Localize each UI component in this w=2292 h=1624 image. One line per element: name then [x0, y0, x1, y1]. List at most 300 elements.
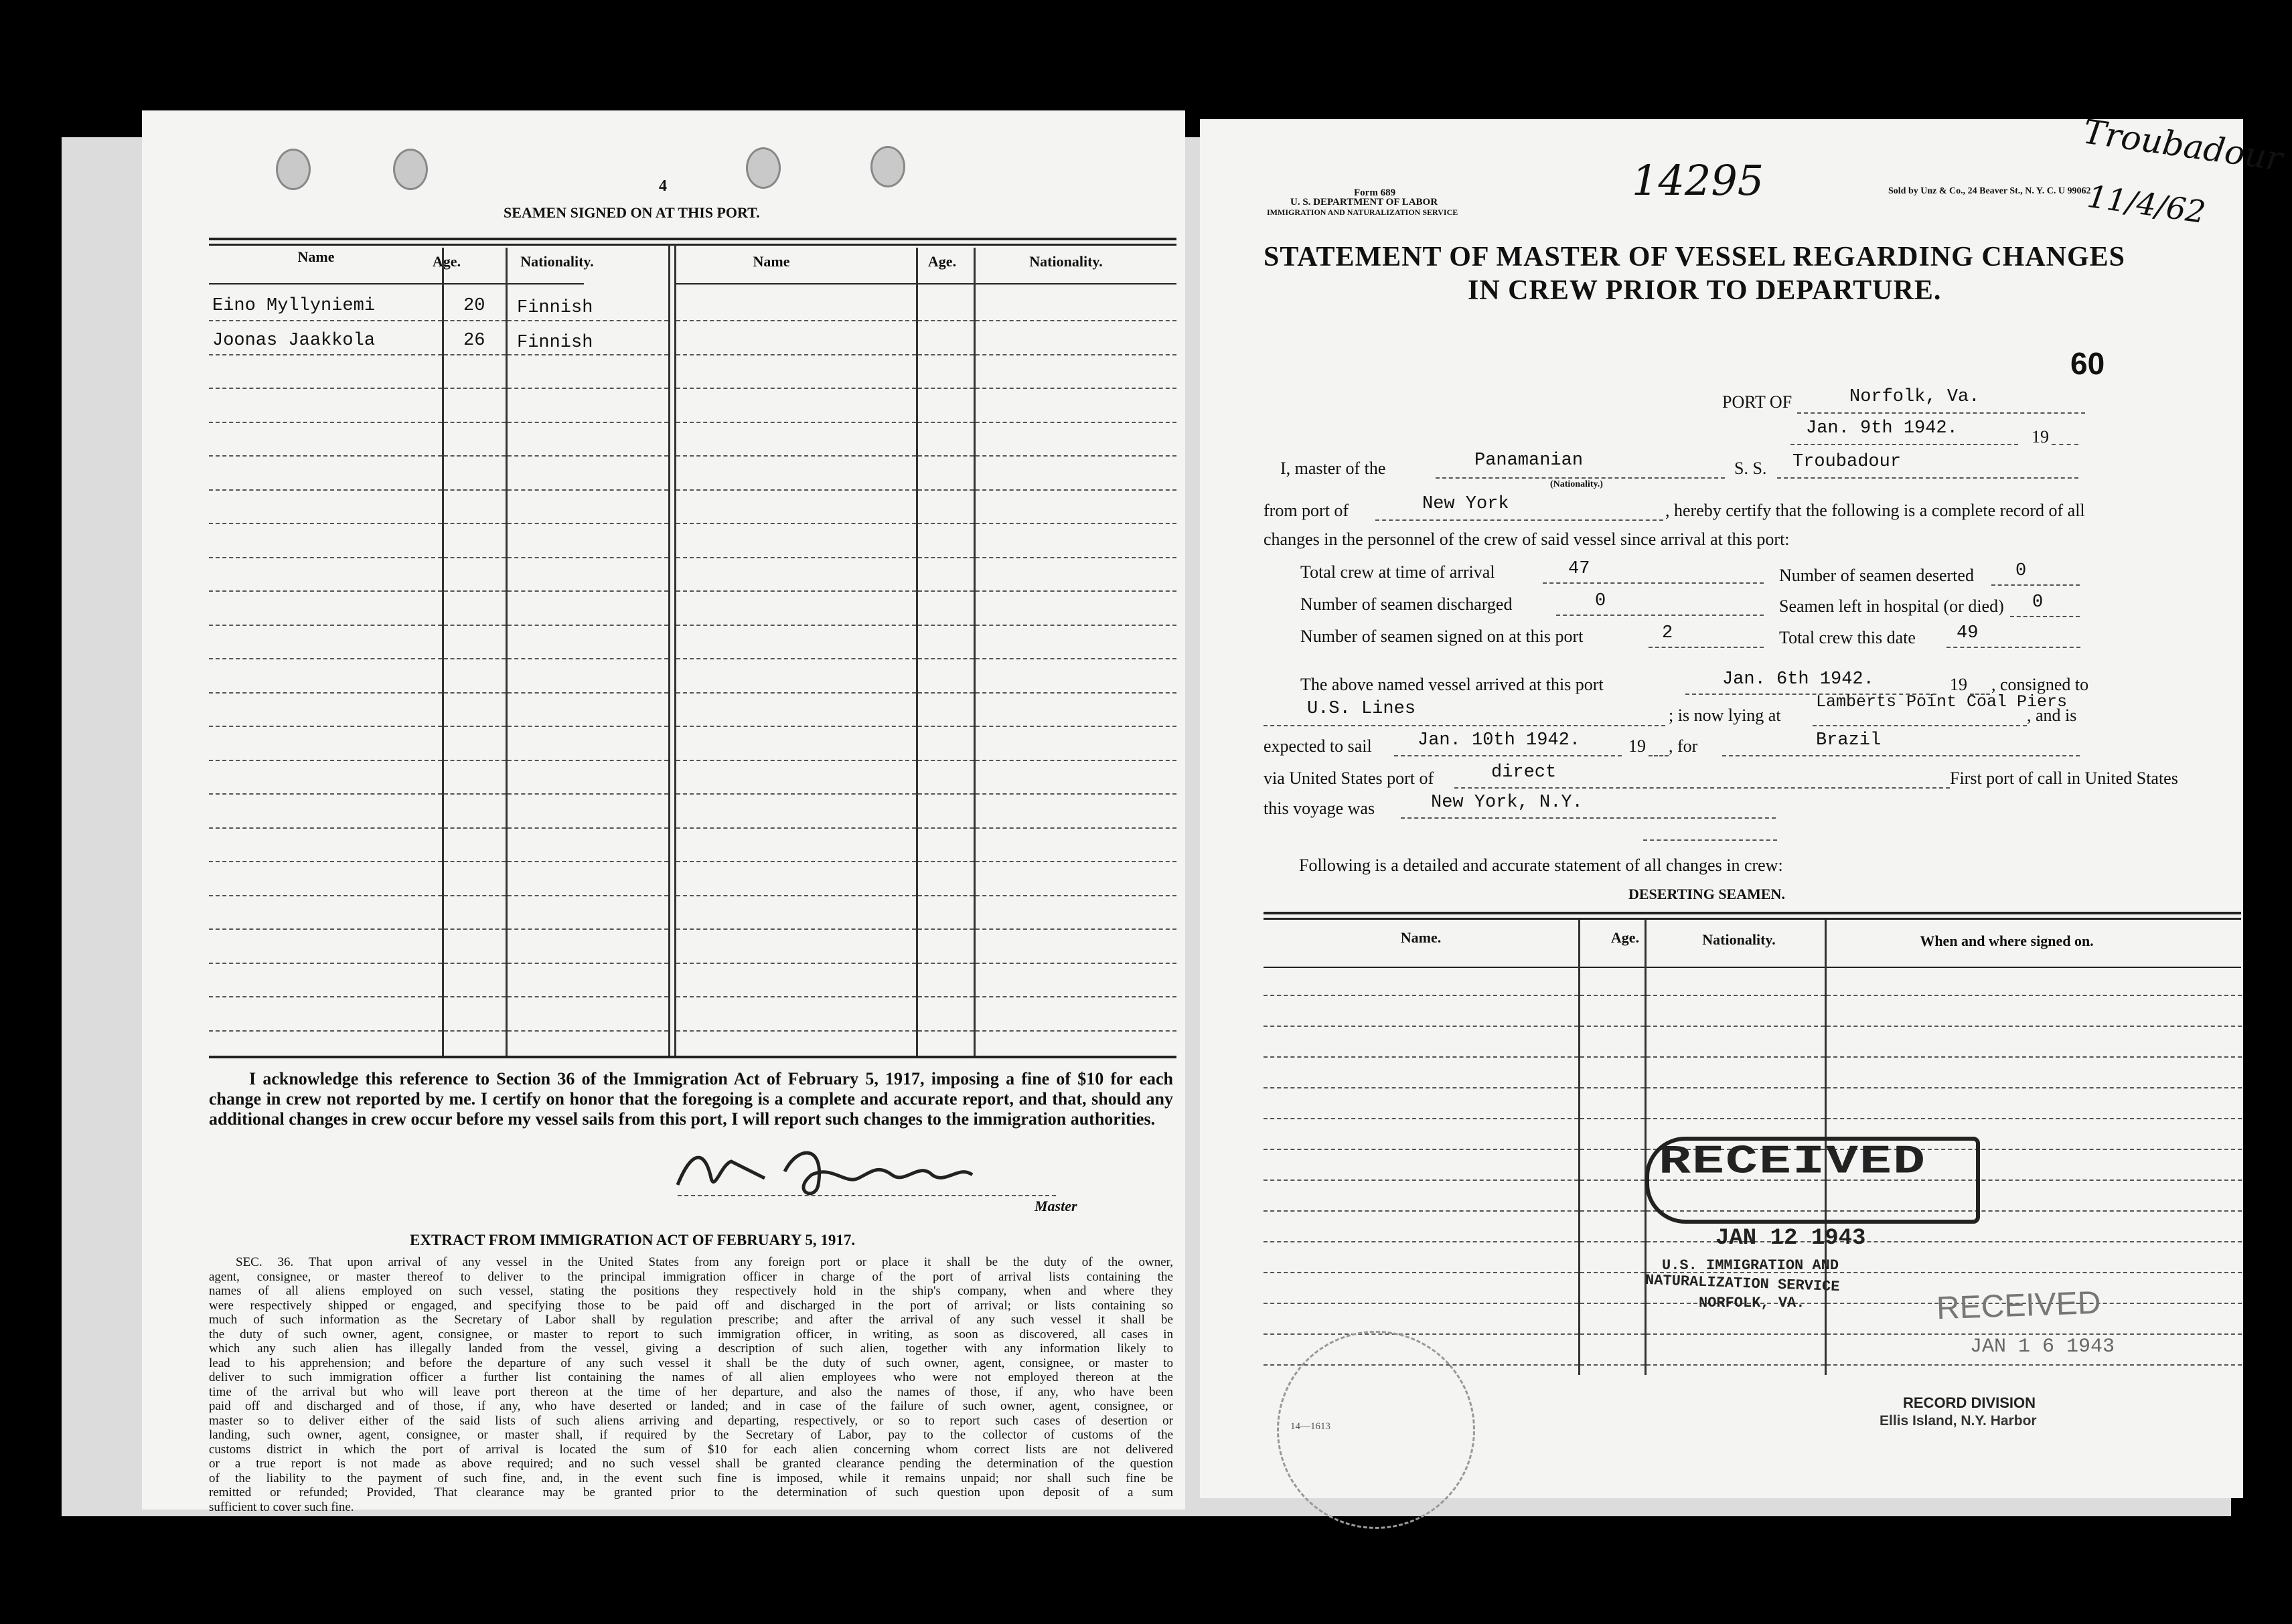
ss-label: S. S. — [1734, 459, 1767, 478]
deserting-row-rule — [1580, 1241, 1645, 1242]
row-rule — [918, 895, 974, 896]
deserting-row-rule — [1580, 1333, 1645, 1335]
extract-heading: EXTRACT FROM IMMIGRATION ACT OF FEBRUARY 5, 1917. — [410, 1232, 856, 1248]
nationality-line — [1436, 477, 1725, 479]
row-rule — [508, 963, 668, 964]
row-rule — [444, 658, 506, 659]
deserting-row-rule — [1827, 1364, 2242, 1366]
row-rule — [918, 827, 974, 829]
row-rule — [976, 827, 1176, 829]
and-is-label: , and is — [2027, 706, 2077, 725]
deserting-row-rule — [1264, 1149, 1578, 1150]
row-rule — [209, 320, 442, 321]
deserting-row-rule — [1580, 1272, 1645, 1273]
via-label: via United States port of — [1264, 768, 1434, 788]
row-rule — [676, 692, 916, 694]
row-rule — [209, 625, 442, 626]
deserting-row-rule — [1264, 995, 1578, 996]
from-port-line — [1375, 519, 1663, 521]
row-rule — [676, 625, 916, 626]
handwritten-date: 11/4/62 — [2085, 177, 2208, 231]
row-rule — [444, 590, 506, 592]
left-page — [142, 110, 1185, 1514]
row-rule — [976, 928, 1176, 930]
row-rule — [508, 692, 668, 694]
deserting-row-rule — [1647, 995, 1825, 996]
row-rule — [676, 523, 916, 524]
row-rule — [676, 726, 916, 727]
row-rule — [444, 760, 506, 761]
deserting-col-nationality: Nationality. — [1702, 931, 1776, 948]
table-top-rule — [209, 238, 1176, 240]
row-rule — [209, 928, 442, 930]
row-rule — [918, 422, 974, 423]
row-rule — [444, 320, 506, 321]
row-rule — [508, 658, 668, 659]
first-port-label: First port of call in United States — [1950, 768, 2178, 788]
row-rule — [444, 489, 506, 491]
row-rule — [976, 861, 1176, 862]
row-rule — [976, 726, 1176, 727]
row-rule — [508, 726, 668, 727]
extract-line: deliver to such immigration officer a further list containing the names of all alien employees who were not employed thereon at the — [209, 1370, 1173, 1384]
deserting-row-rule — [1827, 1241, 2242, 1242]
row-rule — [444, 827, 506, 829]
row-rule — [676, 388, 916, 389]
row-rule — [976, 489, 1176, 491]
crew-age: 26 — [463, 331, 485, 351]
row-rule — [976, 895, 1176, 896]
column-header-nationality-2: Nationality. — [1029, 253, 1103, 270]
total-arrival-label: Total crew at time of arrival — [1300, 562, 1495, 582]
total-arrival-line — [1543, 582, 1764, 584]
extract-line: agent, consignee, or master thereof to deliver to the principal immigration officer in charge of the port of arrival lists containing the — [209, 1269, 1173, 1284]
row-rule — [918, 388, 974, 389]
deserting-row-rule — [1580, 1026, 1645, 1027]
row-rule — [918, 963, 974, 964]
row-rule — [209, 760, 442, 761]
nationality-caption: (Nationality.) — [1550, 479, 1603, 489]
deserting-row-rule — [1827, 1333, 2242, 1335]
row-rule — [676, 760, 916, 761]
row-rule — [676, 1030, 916, 1032]
row-rule — [918, 658, 974, 659]
header-rule — [674, 283, 1176, 285]
handwritten-number: 14295 — [1632, 156, 1764, 205]
extract-line: which any such alien has illegally landed from the vessel, giving a description of such alien, together with any information likely to — [209, 1342, 1173, 1356]
handwritten-ship-name: Troubadour — [2080, 112, 2285, 179]
certify-text: , hereby certify that the following is a complete record of all — [1665, 501, 2085, 520]
consigned-label: , consigned to — [1991, 675, 2089, 694]
row-rule — [209, 793, 442, 795]
row-rule — [444, 963, 506, 964]
row-rule — [209, 489, 442, 491]
row-rule — [676, 793, 916, 795]
row-rule — [209, 963, 442, 964]
row-rule — [676, 320, 916, 321]
row-rule — [209, 861, 442, 862]
stamp-received-word: RECEIVED — [1659, 1139, 1927, 1186]
row-rule — [676, 590, 916, 592]
deserting-row-rule — [1580, 1180, 1645, 1181]
row-rule — [508, 320, 668, 321]
row-rule — [676, 354, 916, 355]
extract-line: or a true report is not made as above required; and no such vessel shall be granted clearance pending the determination of the question — [209, 1457, 1173, 1471]
extract-line: remitted or refunded; Provided, That clearance may be granted prior to the determination of such question upon deposit of a sum — [209, 1485, 1173, 1499]
deserting-col-name: Name. — [1400, 929, 1442, 946]
deserting-top-rule — [1264, 918, 2241, 920]
extract-line: were respectively shipped or engaged, and specifying those to be paid off and discharged in the port of arrival; or lists containing so — [209, 1298, 1173, 1313]
deserted-label: Number of seamen deserted — [1779, 566, 1974, 585]
stamp-code: 14—1613 — [1290, 1421, 1330, 1432]
hospital-line — [2010, 616, 2080, 617]
ship-line — [1777, 477, 2078, 479]
expected-line — [1394, 755, 1622, 756]
column-divider — [916, 248, 918, 1058]
voyage-line — [1401, 817, 1776, 819]
row-rule — [508, 455, 668, 457]
punch-hole — [870, 146, 905, 187]
column-header-name-2: Name — [753, 253, 790, 270]
row-rule — [976, 1030, 1176, 1032]
consignee-value: U.S. Lines — [1307, 699, 1416, 719]
master-label: Master — [1035, 1198, 1077, 1214]
deserting-row-rule — [1580, 995, 1645, 996]
voyage-line-2 — [1643, 839, 1777, 841]
year-suffix: 19 — [2032, 427, 2049, 446]
row-rule — [444, 422, 506, 423]
acknowledgement-text: I acknowledge this reference to Section 36 of the Immigration Act of February 5, 1917, imposing a fine of $10 for each change in crew not reported by me. I certify on honor that the foregoing is a complete and accurate report, and that, should any additional changes in crew occur before my vessel sails from this port, I will report such changes to the immigration authorities. — [209, 1069, 1173, 1129]
row-rule — [918, 625, 974, 626]
row-rule — [508, 827, 668, 829]
column-divider — [674, 244, 676, 1058]
column-divider — [442, 248, 444, 1058]
total-arrival-value: 47 — [1568, 559, 1590, 579]
row-rule — [976, 455, 1176, 457]
row-rule — [209, 523, 442, 524]
table-bottom-rule — [209, 1056, 1176, 1058]
port-label: PORT OF — [1722, 392, 1792, 412]
discharged-value: 0 — [1595, 591, 1606, 611]
extract-line: lead to his apprehension; and before the departure of any such vessel it shall be the duty of such owner, agent, consignee, or master to — [209, 1356, 1173, 1370]
row-rule — [676, 963, 916, 964]
deserting-row-rule — [1827, 1056, 2242, 1058]
extract-line: the duty of such owner, agent, consignee, or master to report to such immigration officer, in writing, as soon as discovered, all cases in — [209, 1327, 1173, 1342]
row-rule — [209, 895, 442, 896]
row-rule — [918, 760, 974, 761]
date-value: Jan. 9th 1942. — [1806, 418, 1958, 438]
stamp2-ellis-island: Ellis Island, N.Y. Harbor — [1880, 1413, 2037, 1429]
stamp-line: U.S. IMMIGRATION AND — [1662, 1257, 1839, 1274]
row-rule — [508, 354, 668, 355]
row-rule — [508, 1030, 668, 1032]
deserting-row-rule — [1647, 1333, 1825, 1335]
row-rule — [976, 388, 1176, 389]
consignee-line — [1264, 725, 1665, 726]
seller-label: Sold by Unz & Co., 24 Beaver St., N. Y. C. U 99062 — [1888, 186, 2091, 196]
deserting-heading: DESERTING SEAMEN. — [1628, 886, 1785, 902]
deserting-row-rule — [1264, 1056, 1578, 1058]
stamp-line: NORFOLK, VA. — [1699, 1295, 1805, 1311]
stamp2-date: JAN 1 6 1943 — [1970, 1335, 2115, 1358]
row-rule — [976, 658, 1176, 659]
deserting-row-rule — [1647, 1056, 1825, 1058]
deserting-row-rule — [1264, 1026, 1578, 1027]
deserting-col-age: Age. — [1610, 929, 1640, 946]
deserted-value: 0 — [2015, 561, 2027, 581]
deserting-top-rule — [1264, 912, 2241, 914]
row-rule — [209, 455, 442, 457]
row-rule — [676, 895, 916, 896]
row-rule — [508, 489, 668, 491]
row-rule — [209, 590, 442, 592]
row-rule — [444, 726, 506, 727]
row-rule — [209, 557, 442, 558]
date-line — [1790, 444, 2018, 445]
page-number: 4 — [659, 177, 667, 195]
arrived-value: Jan. 6th 1942. — [1722, 669, 1874, 689]
from-port-label: from port of — [1264, 501, 1349, 520]
extract-line: of the liability to the payment of such fine, and, in the event such fine is imposed, while it remains unpaid; nor shall such fine be — [209, 1471, 1173, 1485]
row-rule — [676, 996, 916, 997]
deserting-row-rule — [1827, 1087, 2242, 1088]
deserting-row-rule — [1580, 1149, 1645, 1150]
deserting-row-rule — [1647, 1026, 1825, 1027]
deserting-row-rule — [1647, 1118, 1825, 1119]
row-rule — [444, 523, 506, 524]
row-rule — [976, 963, 1176, 964]
punch-hole — [276, 149, 311, 190]
extract-line: time of the arrival but who will leave port thereon at the time of her departure, and also the names of those, if any, who have been — [209, 1384, 1173, 1399]
row-rule — [918, 455, 974, 457]
row-rule — [444, 354, 506, 355]
row-rule — [444, 455, 506, 457]
row-rule — [976, 996, 1176, 997]
punch-hole — [746, 147, 781, 189]
deserting-row-rule — [1647, 1364, 1825, 1366]
row-rule — [976, 793, 1176, 795]
column-divider — [974, 248, 976, 1058]
deserting-row-rule — [1264, 1118, 1578, 1119]
year-suffix-arrived: 19 — [1950, 675, 1967, 694]
row-rule — [918, 861, 974, 862]
voyage-label: this voyage was — [1264, 799, 1375, 818]
year-line — [2052, 444, 2078, 445]
row-rule — [444, 895, 506, 896]
nationality-value: Panamanian — [1474, 451, 1584, 471]
sheet-number: 60 — [2070, 346, 2105, 381]
row-rule — [976, 320, 1176, 321]
expected-value: Jan. 10th 1942. — [1418, 730, 1581, 750]
stamp-date: JAN 12 1943 — [1715, 1226, 1866, 1251]
expected-label: expected to sail — [1264, 736, 1372, 756]
form-title-line2: IN CREW PRIOR TO DEPARTURE. — [1468, 275, 1942, 306]
form-title-line1: STATEMENT OF MASTER OF VESSEL REGARDING CHANGES — [1264, 242, 2126, 272]
voyage-value: New York, N.Y. — [1431, 793, 1583, 813]
row-rule — [976, 422, 1176, 423]
deserting-row-rule — [1580, 1210, 1645, 1212]
column-header-age: Age. — [432, 253, 461, 270]
deserting-row-rule — [1580, 1087, 1645, 1088]
signed-label: Number of seamen signed on at this port — [1300, 627, 1584, 646]
row-rule — [209, 1030, 442, 1032]
deserting-row-rule — [1827, 1272, 2242, 1273]
ship-value: Troubadour — [1792, 452, 1902, 472]
row-rule — [918, 557, 974, 558]
year-suffix-expected: 19 — [1628, 736, 1646, 756]
deserting-row-rule — [1827, 1026, 2242, 1027]
row-rule — [976, 354, 1176, 355]
row-rule — [508, 422, 668, 423]
following-text: Following is a detailed and accurate statement of all changes in crew: — [1299, 856, 1783, 875]
row-rule — [508, 928, 668, 930]
row-rule — [976, 625, 1176, 626]
via-line — [1454, 787, 1950, 789]
extract-text — [209, 1255, 1173, 1514]
stamp2-received-word: RECEIVED — [1936, 1285, 2102, 1327]
port-line — [1797, 412, 2085, 414]
deserting-row-rule — [1264, 1333, 1578, 1335]
row-rule — [976, 557, 1176, 558]
extract-line: master so to deliver either of the said lists of such aliens arriving and departing, respectively, or so to report such cases of desertion or — [209, 1413, 1173, 1428]
row-rule — [508, 625, 668, 626]
via-value: direct — [1491, 762, 1557, 783]
deserting-row-rule — [1264, 1303, 1578, 1304]
row-rule — [676, 928, 916, 930]
row-rule — [444, 861, 506, 862]
row-rule — [918, 489, 974, 491]
signature-line — [678, 1195, 1056, 1196]
crew-nationality: Finnish — [517, 298, 593, 318]
deserting-row-rule — [1580, 1303, 1645, 1304]
arrived-label: The above named vessel arrived at this port — [1300, 675, 1604, 694]
row-rule — [508, 793, 668, 795]
hospital-value: 0 — [2032, 592, 2044, 613]
lying-label: ; is now lying at — [1669, 706, 1781, 725]
row-rule — [209, 354, 442, 355]
row-rule — [444, 557, 506, 558]
column-header-name: Name — [297, 248, 335, 265]
row-rule — [209, 388, 442, 389]
discharged-label: Number of seamen discharged — [1300, 594, 1513, 614]
discharged-line — [1556, 615, 1764, 616]
deserting-row-rule — [1827, 995, 2242, 996]
deserting-row-rule — [1580, 1364, 1645, 1366]
row-rule — [209, 827, 442, 829]
department-label: U. S. DEPARTMENT OF LABOR — [1290, 197, 1438, 208]
row-rule — [918, 793, 974, 795]
row-rule — [976, 760, 1176, 761]
row-rule — [918, 726, 974, 727]
extract-line: customs district in which the port of arrival is located the sum of $10 for each alien concerning whom correct lists are not delivered — [209, 1442, 1173, 1457]
row-rule — [918, 354, 974, 355]
master-of-label: I, master of the — [1280, 459, 1386, 478]
row-rule — [508, 388, 668, 389]
row-rule — [918, 692, 974, 694]
column-header-age-2: Age. — [927, 253, 957, 270]
row-rule — [918, 1030, 974, 1032]
row-rule — [508, 996, 668, 997]
section-heading: SEAMEN SIGNED ON AT THIS PORT. — [504, 204, 760, 221]
destination-line — [1722, 755, 2080, 756]
row-rule — [918, 523, 974, 524]
row-rule — [676, 861, 916, 862]
extract-line: names of all aliens employed on such vessel, stating the positions they respectively hold in the ship's company, when and where they — [209, 1284, 1173, 1298]
row-rule — [918, 928, 974, 930]
header-rule — [209, 283, 584, 285]
row-rule — [508, 557, 668, 558]
row-rule — [444, 996, 506, 997]
row-rule — [676, 827, 916, 829]
stamp-line: NATURALIZATION SERVICE — [1645, 1271, 1840, 1296]
deserting-row-rule — [1264, 1241, 1578, 1242]
row-rule — [444, 1030, 506, 1032]
extract-line: paid off and discharged and of those, if any, who have deserted or landed; and in case of the failure of such owner, agent, consignee, or — [209, 1399, 1173, 1413]
row-rule — [976, 692, 1176, 694]
row-rule — [676, 422, 916, 423]
punch-hole — [393, 149, 428, 190]
crew-name: Joonas Jaakkola — [212, 331, 376, 351]
changes-text: changes in the personnel of the crew of said vessel since arrival at this port: — [1264, 530, 1790, 549]
destination-value: Brazil — [1816, 730, 1882, 750]
crew-nationality: Finnish — [517, 333, 593, 353]
port-value: Norfolk, Va. — [1849, 387, 1980, 407]
table-top-rule — [209, 244, 1176, 246]
lying-value: Lamberts Point Coal Piers — [1816, 692, 2068, 712]
total-date-label: Total crew this date — [1779, 628, 1916, 647]
row-rule — [508, 895, 668, 896]
signed-value: 2 — [1662, 623, 1673, 643]
row-rule — [676, 455, 916, 457]
row-rule — [976, 590, 1176, 592]
deserting-col-signed-on: When and where signed on. — [1920, 932, 2094, 949]
deserting-row-rule — [1827, 1118, 2242, 1119]
signed-line — [1649, 647, 1764, 648]
lying-line — [1813, 725, 2027, 726]
row-rule — [444, 928, 506, 930]
deserting-row-rule — [1580, 1056, 1645, 1058]
year-line — [1649, 755, 1669, 756]
right-page — [1200, 112, 2285, 1498]
deserting-row-rule — [1264, 1087, 1578, 1088]
row-rule — [444, 793, 506, 795]
row-rule — [918, 590, 974, 592]
service-label: IMMIGRATION AND NATURALIZATION SERVICE — [1267, 208, 1458, 217]
column-divider — [506, 248, 508, 1058]
column-header-nationality: Nationality. — [520, 253, 594, 270]
deserting-row-rule — [1647, 1087, 1825, 1088]
row-rule — [444, 388, 506, 389]
total-date-line — [1946, 647, 2080, 648]
row-rule — [508, 760, 668, 761]
stamp2-record-division: RECORD DIVISION — [1903, 1394, 2036, 1411]
row-rule — [444, 692, 506, 694]
form-number: Form 689 — [1354, 187, 1396, 198]
hospital-label: Seamen left in hospital (or died) — [1779, 596, 2004, 616]
deserted-line — [1991, 584, 2080, 586]
for-label: , for — [1669, 736, 1698, 756]
row-rule — [444, 625, 506, 626]
row-rule — [976, 523, 1176, 524]
row-rule — [918, 320, 974, 321]
received-stamp-norfolk — [1645, 1137, 1980, 1224]
row-rule — [676, 658, 916, 659]
deserting-row-rule — [1264, 1272, 1578, 1273]
row-rule — [209, 692, 442, 694]
row-rule — [209, 658, 442, 659]
from-port-value: New York — [1422, 494, 1509, 514]
row-rule — [209, 726, 442, 727]
